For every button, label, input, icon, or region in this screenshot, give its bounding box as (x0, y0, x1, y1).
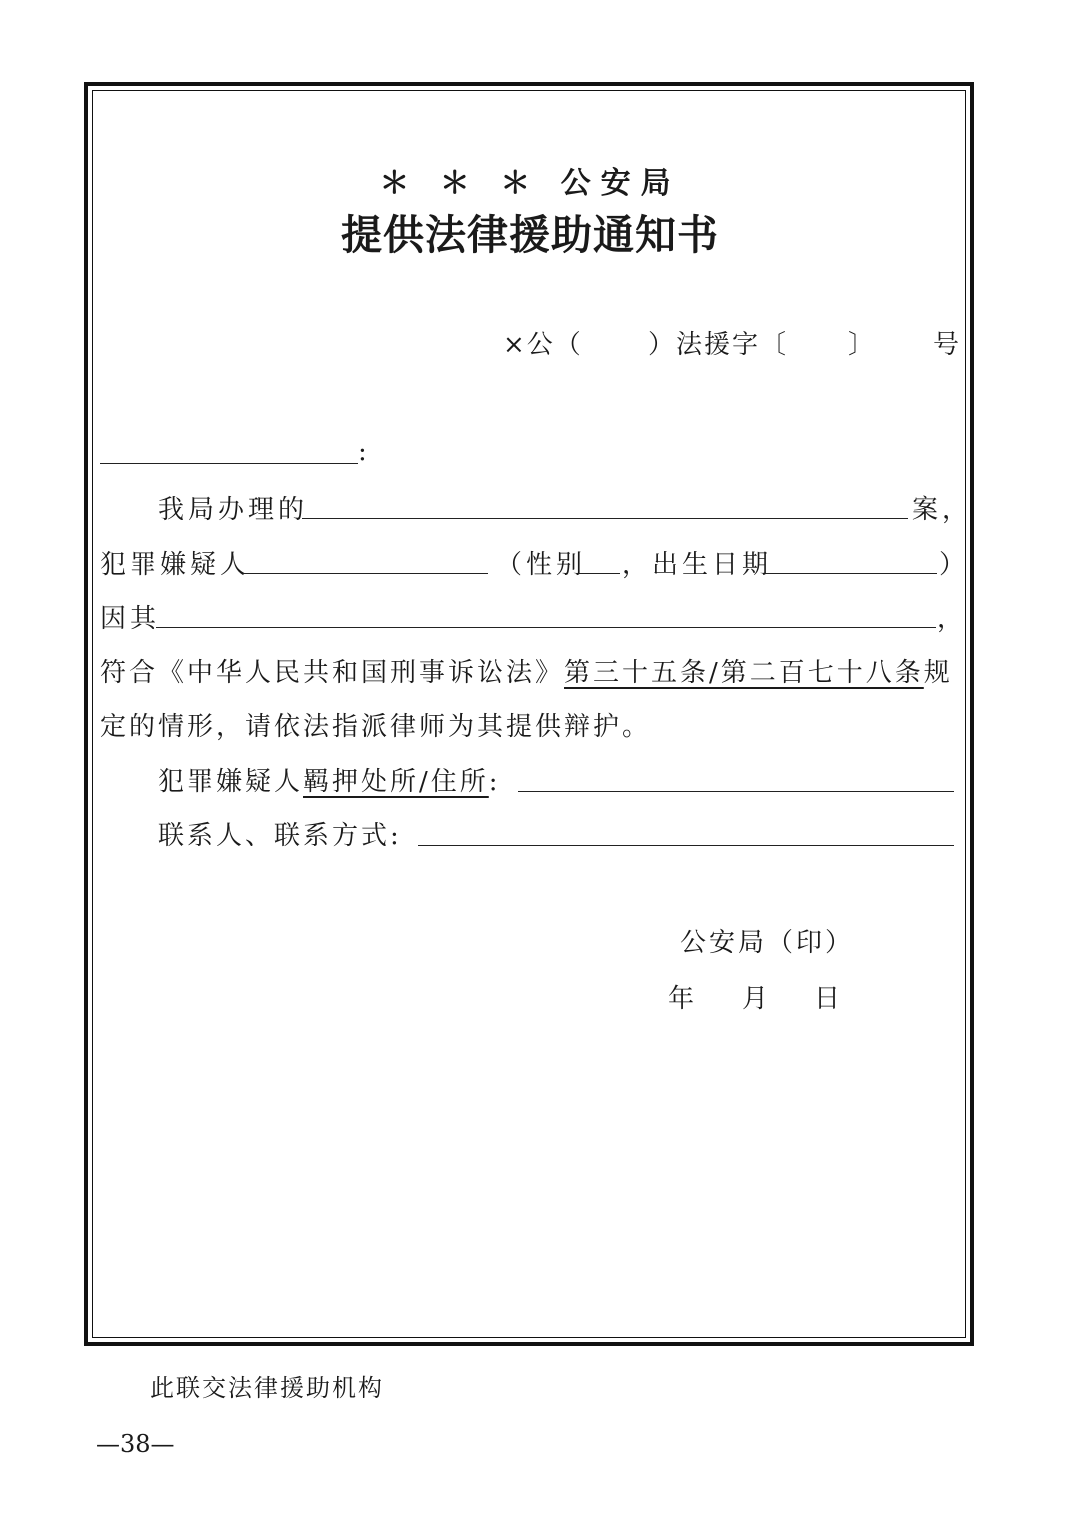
request-text: 定的情形，请依法指派律师为其提供辩护。 (100, 712, 652, 742)
addressee-blank[interactable] (100, 463, 358, 464)
reason-label: 因其 (100, 604, 161, 634)
custody-line (158, 761, 501, 798)
doc-number-middle: ）法援字〔 (648, 330, 789, 360)
doc-number-prefix: ×公（ (503, 330, 583, 360)
date-month: 月 (742, 984, 773, 1014)
law-prefix: 符合《中华人民共和国刑事诉讼法》 (100, 658, 565, 688)
copy-destination-note: 此联交法律援助机构 (150, 1374, 384, 1402)
law-articles: 第三十五条/第二百七十八条 (564, 658, 924, 688)
close-paren: ） (939, 550, 970, 580)
agency-name: ＊ ＊ ＊ 公安局 (379, 166, 681, 201)
suspect-label: 犯罪嫌疑人 (100, 550, 251, 580)
gender-label: （性别 (496, 550, 587, 580)
addressee-colon: : (358, 437, 371, 467)
doc-number-end-bracket: 〕 (848, 330, 879, 360)
contact-label: 联系人、联系方式: (158, 821, 402, 851)
date-year: 年 (668, 984, 699, 1014)
suspect-name-blank[interactable] (243, 573, 488, 574)
doc-number-suffix: 号 (933, 330, 964, 360)
case-name-blank[interactable] (302, 518, 908, 519)
case-suffix-label: 案， (912, 495, 973, 525)
document-title: 提供法律援助通知书 (341, 211, 719, 259)
custody-place-label: 羁押处所/住所 (303, 767, 489, 797)
birthdate-label: ，出生日期 (622, 550, 773, 580)
birthdate-blank[interactable] (765, 573, 937, 574)
reason-end: ， (937, 604, 968, 634)
reason-blank[interactable] (156, 627, 936, 628)
gender-blank[interactable] (578, 573, 620, 574)
custody-blank[interactable] (518, 791, 954, 792)
date-day: 日 (814, 984, 845, 1014)
law-suffix: 规 (923, 658, 953, 688)
law-reference-line (100, 652, 953, 689)
contact-blank[interactable] (418, 845, 954, 846)
custody-colon: : (488, 767, 501, 797)
page-number: —38— (96, 1430, 175, 1458)
custody-label: 犯罪嫌疑人 (158, 767, 304, 797)
seal-label: 公安局（印） (680, 928, 855, 958)
case-intro-label: 我局办理的 (158, 495, 309, 525)
